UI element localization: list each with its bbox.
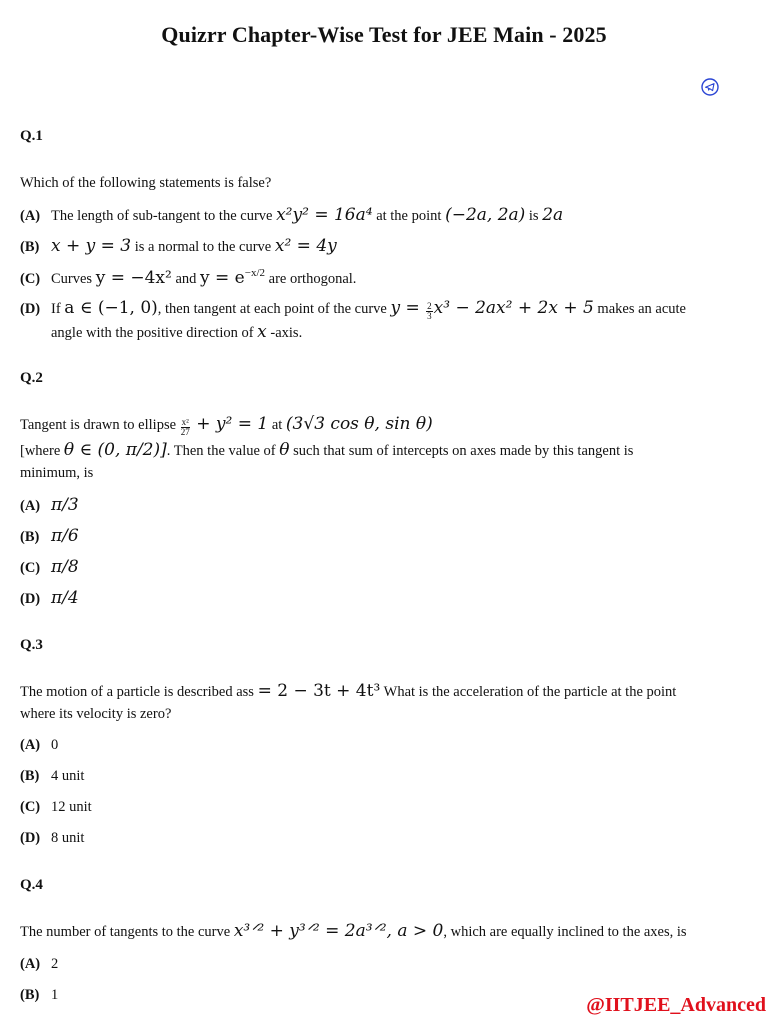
stem-text: Tangent is drawn to ellipse [20, 417, 180, 433]
math-expression: y = e [200, 268, 245, 288]
option-a [20, 737, 58, 754]
question-stem [20, 681, 676, 701]
math-expression: = 2 − 3t + 4t³ [257, 681, 381, 701]
option-label: (A) [20, 208, 41, 224]
math-expression: y = −4x² [95, 268, 172, 288]
option-label: (A) [20, 737, 41, 753]
stem-text: The number of tangents to the curve [20, 924, 234, 940]
option-c [20, 799, 92, 816]
option-d [20, 830, 84, 847]
option-text: , then tangent at each point of the curve [157, 301, 391, 317]
stem-text: such that sum of intercepts on axes made by this tangent is [289, 443, 634, 459]
option-d [20, 588, 79, 608]
option-text: and [171, 271, 201, 287]
math-expression: x³ − 2ax² + 2x + 5 [433, 298, 594, 318]
fraction-denominator: 3 [427, 311, 432, 321]
option-label: (B) [20, 239, 40, 255]
option-value: π/6 [51, 526, 79, 546]
math-superscript: −x/2 [244, 267, 266, 279]
telegram-icon[interactable] [701, 78, 719, 96]
question-label: Q.4 [20, 877, 43, 893]
question-stem: Which of the following statements is false? [20, 175, 272, 191]
option-text: at the point [372, 208, 446, 224]
question-label: Q.3 [20, 637, 43, 653]
option-label: (B) [20, 987, 40, 1003]
option-b [20, 987, 58, 1004]
math-expression: (−2a, 2a) [445, 205, 526, 225]
option-label: (D) [20, 301, 41, 317]
math-expression: θ ∈ (0, π/2)] [63, 440, 167, 460]
option-label: (C) [20, 560, 41, 576]
stem-text: The motion of a particle is described ass [20, 684, 258, 700]
option-value: 1 [51, 987, 59, 1003]
option-text: angle with the positive direction of [51, 325, 258, 341]
option-label: (D) [20, 591, 41, 607]
option-value: 12 unit [51, 799, 92, 815]
fraction-numerator: x² [181, 417, 189, 427]
question-stem-line-2 [20, 440, 633, 460]
option-label: (A) [20, 956, 41, 972]
math-expression: x + y = 3 [51, 236, 132, 256]
math-expression: + y² = 1 [190, 414, 269, 434]
question-stem [20, 414, 433, 437]
question-stem [20, 921, 687, 941]
option-value: π/3 [51, 495, 79, 515]
option-c [20, 557, 79, 577]
option-text: If [51, 301, 65, 317]
option-value: π/4 [51, 588, 79, 608]
option-text: makes an acute [593, 301, 686, 317]
stem-text: . Then the value of [166, 443, 280, 459]
option-value: π/8 [51, 557, 79, 577]
option-a [20, 495, 79, 515]
option-text: The length of sub-tangent to the curve [51, 208, 277, 224]
option-d [20, 298, 686, 321]
question-label: Q.2 [20, 370, 43, 386]
stem-text: , which are equally inclined to the axes, is [443, 924, 687, 940]
option-label: (C) [20, 271, 41, 287]
option-text: is [525, 208, 543, 224]
option-text: are orthogonal. [265, 271, 357, 287]
option-value: 0 [51, 737, 59, 753]
math-expression: x²y² = 16a⁴ [276, 205, 373, 225]
option-label: (B) [20, 529, 40, 545]
option-a [20, 956, 58, 973]
option-b [20, 236, 337, 256]
option-value: 4 unit [51, 768, 85, 784]
option-value: 8 unit [51, 830, 85, 846]
stem-text: [where [20, 443, 64, 459]
math-expression: 2a [542, 205, 564, 225]
option-a [20, 205, 563, 225]
option-text: is a normal to the curve [131, 239, 275, 255]
math-expression: y = [390, 298, 426, 318]
option-label: (A) [20, 498, 41, 514]
math-expression: x³ᐟ² + y³ᐟ² = 2a³ᐟ², a > 0 [233, 921, 444, 941]
option-d-continuation [51, 322, 302, 342]
option-label: (B) [20, 768, 40, 784]
math-fraction [426, 302, 433, 321]
option-text: Curves [51, 271, 96, 287]
math-fraction [181, 418, 190, 437]
option-b [20, 526, 79, 546]
stem-text: What is the acceleration of the particle at the point [380, 684, 677, 700]
question-stem-line-3: minimum, is [20, 465, 94, 481]
question-stem-line-2: where its velocity is zero? [20, 706, 172, 722]
fraction-numerator: 2 [427, 301, 432, 311]
option-label: (D) [20, 830, 41, 846]
option-value: 2 [51, 956, 59, 972]
math-expression: θ [279, 440, 290, 460]
option-c [20, 267, 356, 288]
question-label: Q.1 [20, 128, 43, 144]
math-expression: (3√3 cos θ, sin θ) [285, 414, 433, 434]
watermark: @IITJEE_Advanced [586, 994, 766, 1016]
math-expression: x [257, 322, 267, 342]
option-label: (C) [20, 799, 41, 815]
option-text: -axis. [266, 325, 303, 341]
option-b [20, 768, 84, 785]
page-title: Quizrr Chapter-Wise Test for JEE Main - 2025 [161, 22, 607, 47]
fraction-denominator: 27 [180, 427, 190, 437]
math-expression: x² = 4y [274, 236, 337, 256]
stem-text: at [268, 417, 286, 433]
math-expression: a ∈ (−1, 0) [64, 298, 158, 318]
